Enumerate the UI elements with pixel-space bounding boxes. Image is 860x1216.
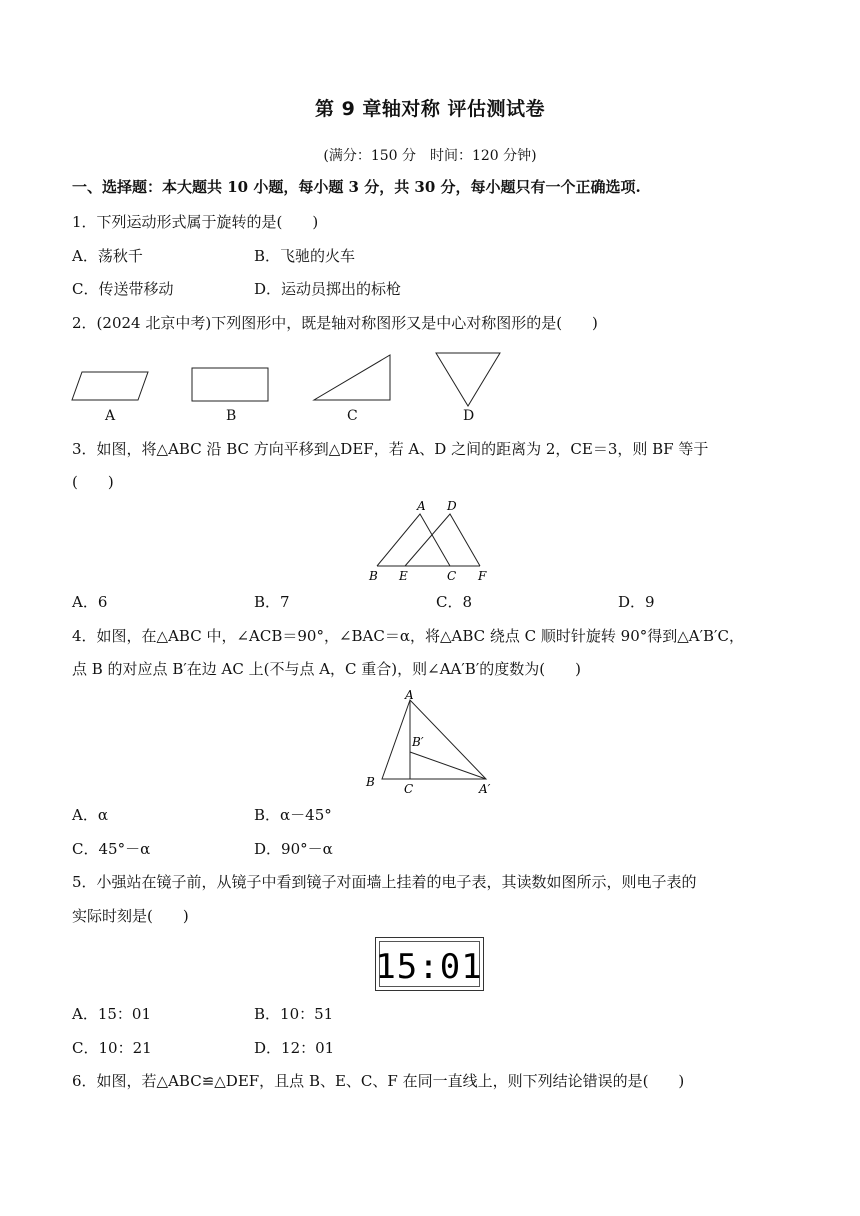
question-4-option-c: C．45°－α <box>72 840 151 858</box>
right-triangle-shape <box>314 355 390 400</box>
label-point-a-prime: A′ <box>479 782 491 796</box>
question-3-option-b: B．7 <box>254 593 290 611</box>
question-3-option-d: D．9 <box>618 593 655 611</box>
question-4-figure <box>360 688 510 798</box>
figure-label-b: B <box>226 408 237 424</box>
figure-label-a: A <box>105 408 116 424</box>
label-point-c: C <box>404 782 414 796</box>
figure-label-c: C <box>347 408 358 424</box>
parallelogram-shape <box>72 372 148 400</box>
label-point-e: E <box>399 569 408 583</box>
question-4-option-b: B．α－45° <box>254 806 332 824</box>
label-point-b: B <box>366 775 375 789</box>
question-4-stem-line-2: 点 B 的对应点 B′在边 AC 上(不与点 A，C 重合)，则∠AA′B′的度数为( ) <box>72 660 581 678</box>
question-1-option-d: D．运动员掷出的标枪 <box>254 280 402 298</box>
label-point-b-prime: B′ <box>412 735 424 749</box>
question-5-option-b: B．10：51 <box>254 1005 334 1023</box>
question-5-stem-line-2: 实际时刻是( ) <box>72 907 189 925</box>
question-1-option-c: C．传送带移动 <box>72 280 174 298</box>
question-1-option-a: A．荡秋千 <box>72 247 143 265</box>
clock-display: 15:01 <box>375 947 483 987</box>
question-5-stem-line-1: 5．小强站在镜子前，从镜子中看到镜子对面墙上挂着的电子表，其读数如图所示，则电子表的 <box>72 873 697 891</box>
question-6-stem: 6．如图，若△ABC≌△DEF，且点 B、E、C、F 在同一直线上，则下列结论错误的是( ) <box>72 1072 685 1090</box>
label-point-b: B <box>369 569 378 583</box>
question-3-option-c: C．8 <box>436 593 473 611</box>
question-1-stem: 1．下列运动形式属于旋转的是( ) <box>72 213 319 231</box>
question-1-option-b: B．飞驰的火车 <box>254 247 356 265</box>
question-4-stem-line-1: 4．如图，在△ABC 中，∠ACB＝90°，∠BAC＝α，将△ABC 绕点 C 顺时针旋转 90°得到△A′B′C， <box>72 627 744 645</box>
rectangle-shape <box>192 368 268 401</box>
question-3-figure <box>365 496 505 586</box>
question-3-option-a: A．6 <box>72 593 108 611</box>
page-title: 第 9 章轴对称 评估测试卷 <box>314 98 546 120</box>
digital-clock-figure <box>375 937 485 993</box>
question-4-option-a: A．α <box>72 806 108 824</box>
question-2-figures <box>0 348 860 438</box>
section-heading: 一、选择题：本大题共 10 小题，每小题 3 分，共 30 分，每小题只有一个正确选项. <box>72 178 641 196</box>
page-subtitle: (满分：150 分 时间：120 分钟) <box>323 148 537 164</box>
label-point-f: F <box>478 569 487 583</box>
inverted-triangle-shape <box>436 353 500 406</box>
question-5-option-c: C．10：21 <box>72 1039 152 1057</box>
figure-label-d: D <box>463 408 475 424</box>
label-point-a: A <box>405 688 414 702</box>
question-2-stem: 2．(2024 北京中考)下列图形中，既是轴对称图形又是中心对称图形的是( ) <box>72 314 598 332</box>
question-5-option-a: A．15：01 <box>72 1005 152 1023</box>
label-point-c: C <box>447 569 457 583</box>
question-3-stem-line-1: 3．如图，将△ABC 沿 BC 方向平移到△DEF，若 A、D 之间的距离为 2，CE＝3，则 BF 等于 <box>72 440 709 458</box>
question-3-stem-line-2: ( ) <box>72 473 114 491</box>
question-5-option-d: D．12：01 <box>254 1039 335 1057</box>
label-point-d: D <box>447 499 457 513</box>
question-4-option-d: D．90°－α <box>254 840 333 858</box>
label-point-a: A <box>417 499 426 513</box>
